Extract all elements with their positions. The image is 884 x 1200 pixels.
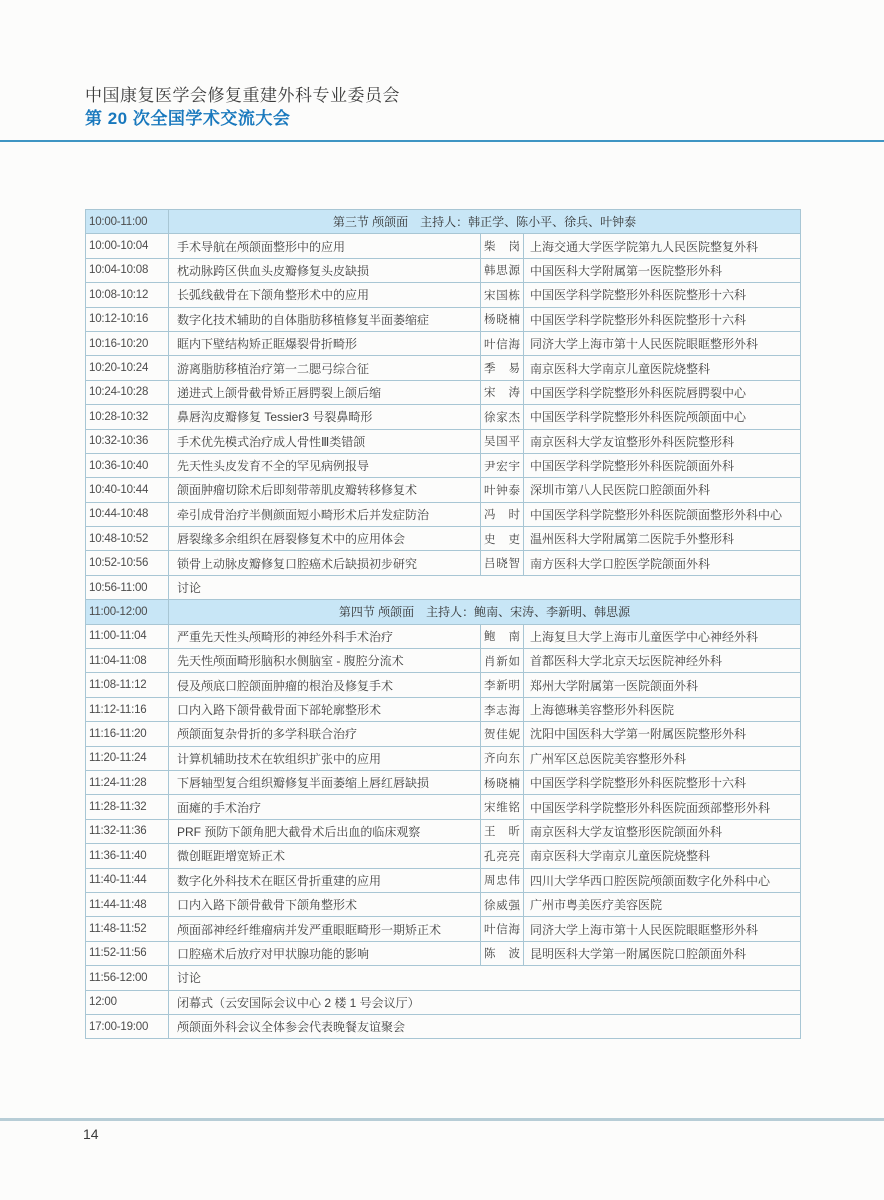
note-time-cell: 10:56-11:00: [86, 575, 169, 599]
talk-time-cell: 10:12-10:16: [86, 307, 169, 331]
talk-speaker-cell: 叶信海: [481, 917, 524, 941]
talk-time-cell: 11:16-11:20: [86, 722, 169, 746]
talk-row: [86, 941, 801, 965]
note-row: [86, 1014, 801, 1038]
talk-speaker-cell: 韩思源: [481, 258, 524, 282]
talk-affiliation-cell: 昆明医科大学第一附属医院口腔颌面外科: [524, 941, 801, 965]
note-row: [86, 575, 801, 599]
talk-title-cell: 先天性颅面畸形脑积水侧脑室 - 腹腔分流术: [169, 649, 481, 673]
session-time-cell: 11:00-12:00: [86, 600, 169, 624]
talk-speaker-cell: 宋维铭: [481, 795, 524, 819]
talk-affiliation-cell: 同济大学上海市第十人民医院眼眶整形外科: [524, 917, 801, 941]
page-header: [85, 84, 400, 131]
talk-time-cell: 11:48-11:52: [86, 917, 169, 941]
talk-title-cell: 游离脂肪移植治疗第一二腮弓综合征: [169, 356, 481, 380]
schedule-table: [85, 209, 801, 1039]
talk-row: [86, 673, 801, 697]
talk-speaker-cell: 周忠伟: [481, 868, 524, 892]
talk-row: [86, 770, 801, 794]
talk-title-cell: PRF 预防下颌角肥大截骨术后出血的临床观察: [169, 819, 481, 843]
talk-time-cell: 11:40-11:44: [86, 868, 169, 892]
talk-time-cell: 11:28-11:32: [86, 795, 169, 819]
talk-row: [86, 868, 801, 892]
talk-affiliation-cell: 中国医学科学院整形外科医院整形十六科: [524, 307, 801, 331]
talk-time-cell: 10:32-10:36: [86, 429, 169, 453]
talk-speaker-cell: 叶钟泰: [481, 478, 524, 502]
note-text-cell: 讨论: [169, 966, 801, 990]
talk-affiliation-cell: 中国医学科学院整形外科医院颌面外科: [524, 453, 801, 477]
talk-speaker-cell: 徐威强: [481, 892, 524, 916]
talk-row: [86, 283, 801, 307]
talk-time-cell: 11:08-11:12: [86, 673, 169, 697]
talk-title-cell: 数字化技术辅助的自体脂肪移植修复半面萎缩症: [169, 307, 481, 331]
talk-title-cell: 严重先天性头颅畸形的神经外科手术治疗: [169, 624, 481, 648]
talk-affiliation-cell: 中国医科大学附属第一医院整形外科: [524, 258, 801, 282]
talk-affiliation-cell: 四川大学华西口腔医院颅颌面数字化外科中心: [524, 868, 801, 892]
talk-affiliation-cell: 中国医学科学院整形外科医院整形十六科: [524, 283, 801, 307]
talk-title-cell: 微创眶距增宽矫正术: [169, 844, 481, 868]
talk-time-cell: 10:00-10:04: [86, 234, 169, 258]
talk-speaker-cell: 李志海: [481, 697, 524, 721]
talk-time-cell: 11:24-11:28: [86, 770, 169, 794]
talk-title-cell: 先天性头皮发育不全的罕见病例报导: [169, 453, 481, 477]
talk-speaker-cell: 宋国栋: [481, 283, 524, 307]
talk-title-cell: 下唇轴型复合组织瓣修复半面萎缩上唇红唇缺损: [169, 770, 481, 794]
note-row: [86, 990, 801, 1014]
organization-title: 中国康复医学会修复重建外科专业委员会: [85, 86, 400, 105]
talk-time-cell: 11:00-11:04: [86, 624, 169, 648]
talk-affiliation-cell: 南京医科大学友谊整形医院颌面外科: [524, 819, 801, 843]
talk-row: [86, 331, 801, 355]
talk-row: [86, 844, 801, 868]
talk-time-cell: 10:48-10:52: [86, 527, 169, 551]
talk-time-cell: 11:52-11:56: [86, 941, 169, 965]
footer-divider: [0, 1118, 884, 1121]
talk-title-cell: 手术优先模式治疗成人骨性Ⅲ类错颌: [169, 429, 481, 453]
talk-time-cell: 11:32-11:36: [86, 819, 169, 843]
session-header-row: [86, 600, 801, 624]
page-number: 14: [83, 1126, 99, 1142]
talk-speaker-cell: 柴 岗: [481, 234, 524, 258]
talk-affiliation-cell: 中国医学科学院整形外科医院颌面整形外科中心: [524, 502, 801, 526]
talk-title-cell: 手术导航在颅颌面整形中的应用: [169, 234, 481, 258]
talk-row: [86, 356, 801, 380]
talk-row: [86, 527, 801, 551]
talk-speaker-cell: 贺佳妮: [481, 722, 524, 746]
talk-title-cell: 枕动脉跨区供血头皮瓣修复头皮缺损: [169, 258, 481, 282]
talk-title-cell: 颅颌面复杂骨折的多学科联合治疗: [169, 722, 481, 746]
talk-affiliation-cell: 南方医科大学口腔医学院颌面外科: [524, 551, 801, 575]
talk-speaker-cell: 徐家杰: [481, 405, 524, 429]
talk-speaker-cell: 冯 时: [481, 502, 524, 526]
talk-row: [86, 819, 801, 843]
talk-title-cell: 递进式上颌骨截骨矫正唇腭裂上颌后缩: [169, 380, 481, 404]
talk-affiliation-cell: 南京医科大学友谊整形外科医院整形科: [524, 429, 801, 453]
talk-speaker-cell: 齐向东: [481, 746, 524, 770]
talk-row: [86, 722, 801, 746]
session-title-cell: 第四节 颅颌面 主持人：鲍南、宋涛、李新明、韩思源: [169, 600, 801, 624]
talk-time-cell: 10:28-10:32: [86, 405, 169, 429]
talk-affiliation-cell: 上海德琳美容整形外科医院: [524, 697, 801, 721]
talk-affiliation-cell: 郑州大学附属第一医院颌面外科: [524, 673, 801, 697]
talk-speaker-cell: 史 吏: [481, 527, 524, 551]
talk-title-cell: 鼻唇沟皮瓣修复 Tessier3 号裂鼻畸形: [169, 405, 481, 429]
talk-speaker-cell: 叶信海: [481, 331, 524, 355]
talk-title-cell: 眶内下壁结构矫正眶爆裂骨折畸形: [169, 331, 481, 355]
talk-row: [86, 649, 801, 673]
talk-title-cell: 面瘫的手术治疗: [169, 795, 481, 819]
talk-time-cell: 11:12-11:16: [86, 697, 169, 721]
talk-affiliation-cell: 广州军区总医院美容整形外科: [524, 746, 801, 770]
talk-affiliation-cell: 首都医科大学北京天坛医院神经外科: [524, 649, 801, 673]
talk-time-cell: 10:16-10:20: [86, 331, 169, 355]
talk-speaker-cell: 宋 涛: [481, 380, 524, 404]
talk-speaker-cell: 鲍 南: [481, 624, 524, 648]
talk-title-cell: 侵及颅底口腔颌面肿瘤的根治及修复手术: [169, 673, 481, 697]
talk-title-cell: 唇裂缘多余组织在唇裂修复术中的应用体会: [169, 527, 481, 551]
talk-row: [86, 697, 801, 721]
talk-title-cell: 口腔癌术后放疗对甲状腺功能的影响: [169, 941, 481, 965]
talk-row: [86, 795, 801, 819]
talk-speaker-cell: 季 易: [481, 356, 524, 380]
talk-affiliation-cell: 温州医科大学附属第二医院手外整形科: [524, 527, 801, 551]
conference-title: 第 20 次全国学术交流大会: [85, 109, 291, 128]
talk-title-cell: 锁骨上动脉皮瓣修复口腔癌术后缺损初步研究: [169, 551, 481, 575]
talk-time-cell: 10:08-10:12: [86, 283, 169, 307]
talk-affiliation-cell: 同济大学上海市第十人民医院眼眶整形外科: [524, 331, 801, 355]
talk-speaker-cell: 李新明: [481, 673, 524, 697]
talk-time-cell: 10:52-10:56: [86, 551, 169, 575]
talk-speaker-cell: 杨晓楠: [481, 770, 524, 794]
talk-affiliation-cell: 中国医学科学院整形外科医院面颈部整形外科: [524, 795, 801, 819]
note-row: [86, 966, 801, 990]
note-time-cell: 12:00: [86, 990, 169, 1014]
talk-time-cell: 10:20-10:24: [86, 356, 169, 380]
talk-title-cell: 口内入路下颌骨截骨下颌角整形术: [169, 892, 481, 916]
talk-row: [86, 307, 801, 331]
talk-time-cell: 10:24-10:28: [86, 380, 169, 404]
talk-title-cell: 长弧线截骨在下颌角整形术中的应用: [169, 283, 481, 307]
talk-affiliation-cell: 上海复旦大学上海市儿童医学中心神经外科: [524, 624, 801, 648]
talk-row: [86, 258, 801, 282]
talk-time-cell: 10:40-10:44: [86, 478, 169, 502]
talk-row: [86, 917, 801, 941]
talk-time-cell: 11:44-11:48: [86, 892, 169, 916]
schedule-table-body: [86, 210, 801, 1039]
talk-affiliation-cell: 沈阳中国医科大学第一附属医院整形外科: [524, 722, 801, 746]
talk-title-cell: 颌面肿瘤切除术后即刻带蒂肌皮瓣转移修复术: [169, 478, 481, 502]
talk-affiliation-cell: 深圳市第八人民医院口腔颌面外科: [524, 478, 801, 502]
note-text-cell: 闭幕式（云安国际会议中心 2 楼 1 号会议厅）: [169, 990, 801, 1014]
talk-affiliation-cell: 广州市粤美医疗美容医院: [524, 892, 801, 916]
session-title-cell: 第三节 颅颌面 主持人：韩正学、陈小平、徐兵、叶钟泰: [169, 210, 801, 234]
talk-time-cell: 10:36-10:40: [86, 453, 169, 477]
talk-row: [86, 502, 801, 526]
talk-title-cell: 牵引成骨治疗半侧颜面短小畸形术后并发症防治: [169, 502, 481, 526]
talk-speaker-cell: 杨晓楠: [481, 307, 524, 331]
note-time-cell: 11:56-12:00: [86, 966, 169, 990]
talk-row: [86, 892, 801, 916]
talk-speaker-cell: 吴国平: [481, 429, 524, 453]
talk-affiliation-cell: 中国医学科学院整形外科医院颅颌面中心: [524, 405, 801, 429]
note-text-cell: 颅颌面外科会议全体参会代表晚餐友谊聚会: [169, 1014, 801, 1038]
header-divider: [0, 140, 884, 142]
talk-speaker-cell: 尹宏宇: [481, 453, 524, 477]
talk-time-cell: 11:04-11:08: [86, 649, 169, 673]
talk-row: [86, 429, 801, 453]
talk-row: [86, 380, 801, 404]
session-header-row: [86, 210, 801, 234]
talk-title-cell: 数字化外科技术在眶区骨折重建的应用: [169, 868, 481, 892]
talk-row: [86, 405, 801, 429]
talk-affiliation-cell: 南京医科大学南京儿童医院烧整科: [524, 844, 801, 868]
note-time-cell: 17:00-19:00: [86, 1014, 169, 1038]
talk-speaker-cell: 吕晓智: [481, 551, 524, 575]
note-text-cell: 讨论: [169, 575, 801, 599]
talk-speaker-cell: 陈 波: [481, 941, 524, 965]
talk-row: [86, 478, 801, 502]
talk-speaker-cell: 孔亮亮: [481, 844, 524, 868]
talk-time-cell: 11:20-11:24: [86, 746, 169, 770]
talk-affiliation-cell: 中国医学科学院整形外科医院唇腭裂中心: [524, 380, 801, 404]
talk-row: [86, 551, 801, 575]
talk-affiliation-cell: 中国医学科学院整形外科医院整形十六科: [524, 770, 801, 794]
talk-title-cell: 计算机辅助技术在软组织扩张中的应用: [169, 746, 481, 770]
talk-time-cell: 10:04-10:08: [86, 258, 169, 282]
talk-title-cell: 口内入路下颌骨截骨面下部轮廓整形术: [169, 697, 481, 721]
talk-affiliation-cell: 南京医科大学南京儿童医院烧整科: [524, 356, 801, 380]
talk-row: [86, 624, 801, 648]
session-time-cell: 10:00-11:00: [86, 210, 169, 234]
talk-time-cell: 10:44-10:48: [86, 502, 169, 526]
talk-title-cell: 颅面部神经纤维瘤病并发严重眼眶畸形一期矫正术: [169, 917, 481, 941]
talk-row: [86, 746, 801, 770]
talk-affiliation-cell: 上海交通大学医学院第九人民医院整复外科: [524, 234, 801, 258]
talk-time-cell: 11:36-11:40: [86, 844, 169, 868]
talk-speaker-cell: 肖新如: [481, 649, 524, 673]
talk-row: [86, 453, 801, 477]
talk-speaker-cell: 王 昕: [481, 819, 524, 843]
talk-row: [86, 234, 801, 258]
